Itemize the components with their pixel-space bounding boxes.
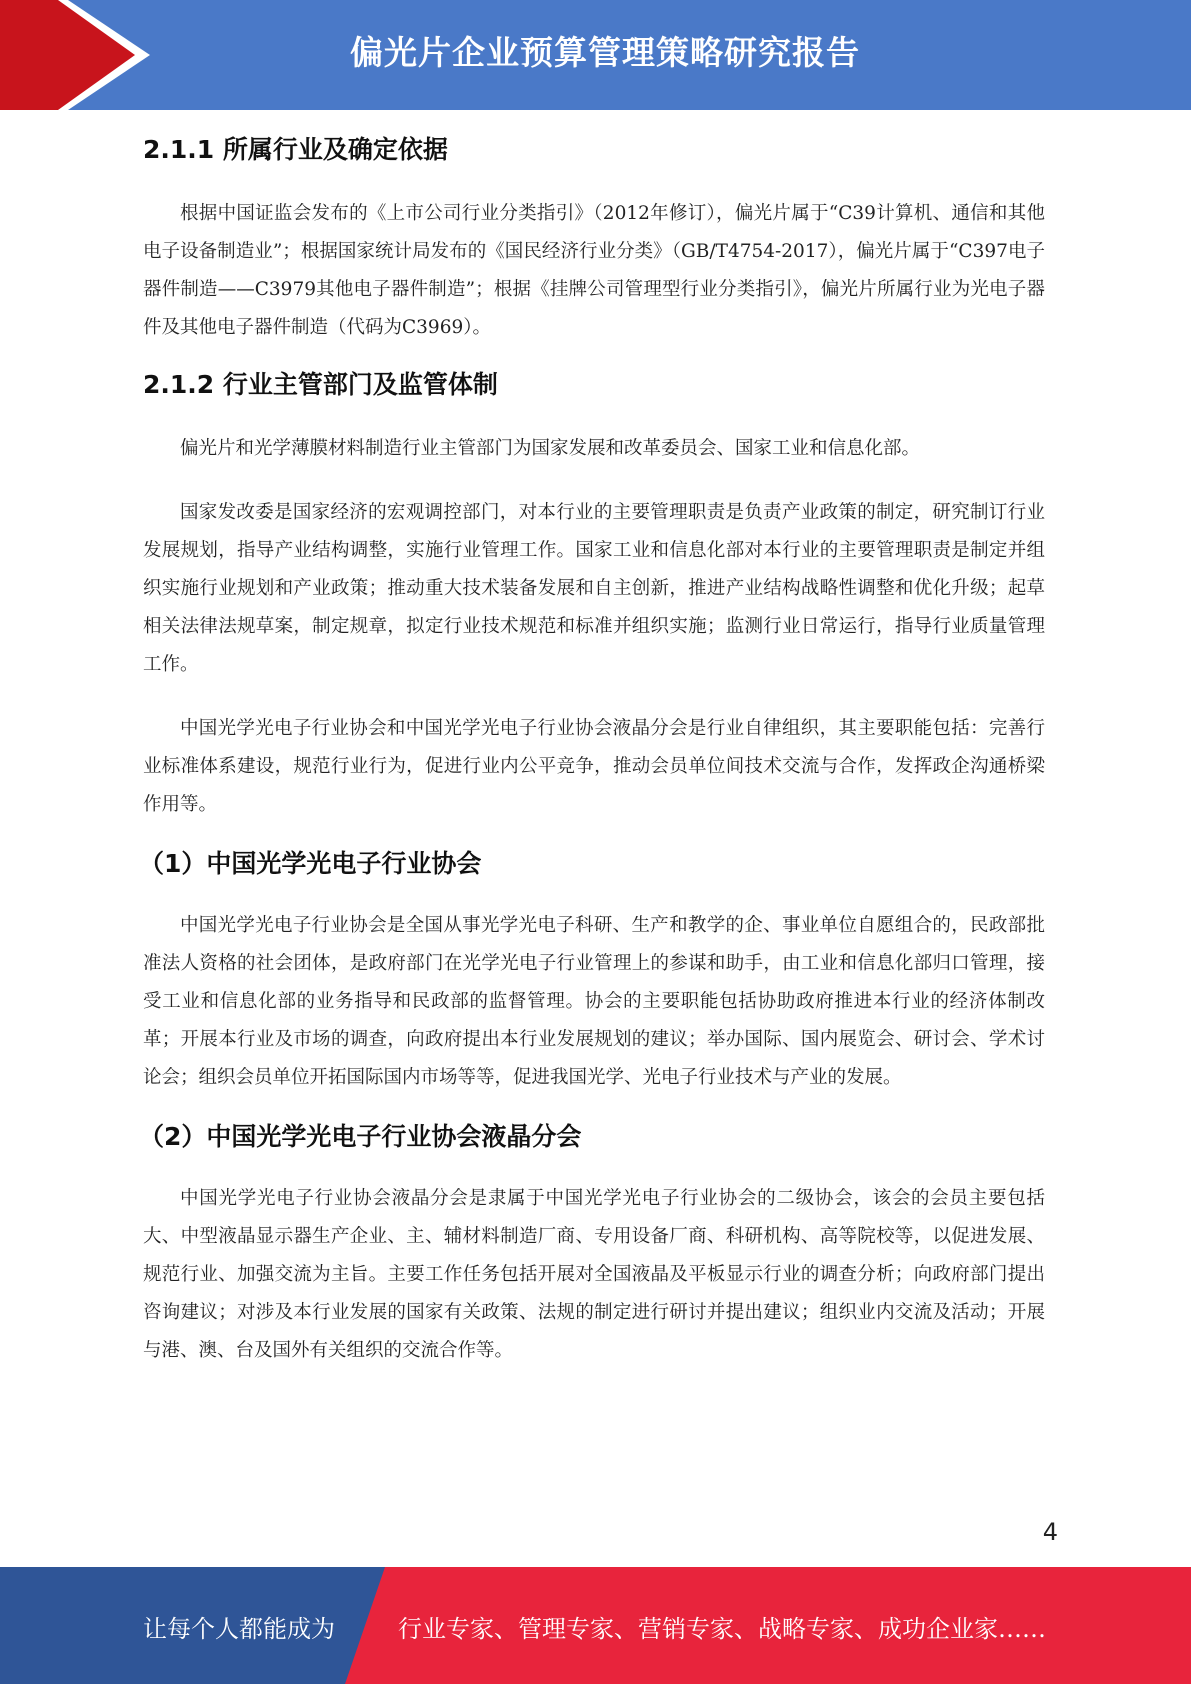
- footer-slogan-left: 让每个人都能成为: [143, 1615, 335, 1643]
- paragraph-industry-classification: 根据中国证监会发布的《上市公司行业分类指引》（2012年修订），偏光片属于“C39计算机、通信和其他电子设备制造业”；根据国家统计局发布的《国民经济行业分类》（GB/T4754-2017），偏光片属于“C397电子器件制造——C3979其他电子器件制造”；根据《挂牌公司管理型行业分类指引》，偏光片所属行业为光电子器件及其他电子器件制造（代码为C3969）。: [143, 203, 1045, 338]
- paragraph-self-regulatory-orgs: 中国光学光电子行业协会和中国光学光电子行业协会液晶分会是行业自律组织，其主要职能包括：完善行业标准体系建设，规范行业行为，促进行业内公平竞争，推动会员单位间技术交流与合作，发挥政企沟通桥梁作用等。: [143, 718, 1045, 815]
- paragraph-competent-departments: 偏光片和光学薄膜材料制造行业主管部门为国家发展和改革委员会、国家工业和信息化部。: [180, 438, 921, 459]
- footer-slogan-right: 行业专家、管理专家、营销专家、战略专家、成功企业家……: [398, 1615, 1046, 1643]
- page-number: 4: [1042, 1518, 1058, 1546]
- paragraph-lcd-branch: 中国光学光电子行业协会液晶分会是隶属于中国光学光电子行业协会的二级协会，该会的会员主要包括大、中型液晶显示器生产企业、主、辅材料制造厂商、专用设备厂商、科研机构、高等院校等，以促进发展、规范行业、加强交流为主旨。主要工作任务包括开展对全国液晶及平板显示行业的调查分析；向政府部门提出咨询建议；对涉及本行业发展的国家有关政策、法规的制定进行研讨并提出建议；组织业内交流及活动；开展与港、澳、台及国外有关组织的交流合作等。: [143, 1188, 1045, 1361]
- subsection-heading-lcd-branch: （2）中国光学光电子行业协会液晶分会: [139, 1122, 582, 1151]
- footer-banner: [0, 1567, 1191, 1684]
- subsection-heading-association: （1）中国光学光电子行业协会: [139, 849, 482, 878]
- section-heading-2-1-1: 2.1.1 所属行业及确定依据: [143, 135, 448, 164]
- paragraph-association: 中国光学光电子行业协会是全国从事光学光电子科研、生产和教学的企、事业单位自愿组合的，民政部批准法人资格的社会团体，是政府部门在光学光电子行业管理上的参谋和助手，由工业和信息化部归口管理，接受工业和信息化部的业务指导和民政部的监督管理。协会的主要职能包括协助政府推进本行业的经济体制改革；开展本行业及市场的调查，向政府提出本行业发展规划的建议；举办国际、国内展览会、研讨会、学术讨论会；组织会员单位开拓国际国内市场等等，促进我国光学、光电子行业技术与产业的发展。: [143, 915, 1045, 1088]
- section-heading-2-1-2: 2.1.2 行业主管部门及监管体制: [143, 370, 498, 399]
- paragraph-ndrc-miit-duties: 国家发改委是国家经济的宏观调控部门，对本行业的主要管理职责是负责产业政策的制定，研究制订行业发展规划，指导产业结构调整，实施行业管理工作。国家工业和信息化部对本行业的主要管理职责是制定并组织实施行业规划和产业政策；推动重大技术装备发展和自主创新，推进产业结构战略性调整和优化升级；起草相关法律法规草案，制定规章，拟定行业技术规范和标准并组织实施；监测行业日常运行，指导行业质量管理工作。: [143, 502, 1045, 675]
- report-header: [0, 0, 1191, 110]
- report-title: 偏光片企业预算管理策略研究报告: [350, 33, 860, 72]
- page-content: [139, 130, 1045, 1370]
